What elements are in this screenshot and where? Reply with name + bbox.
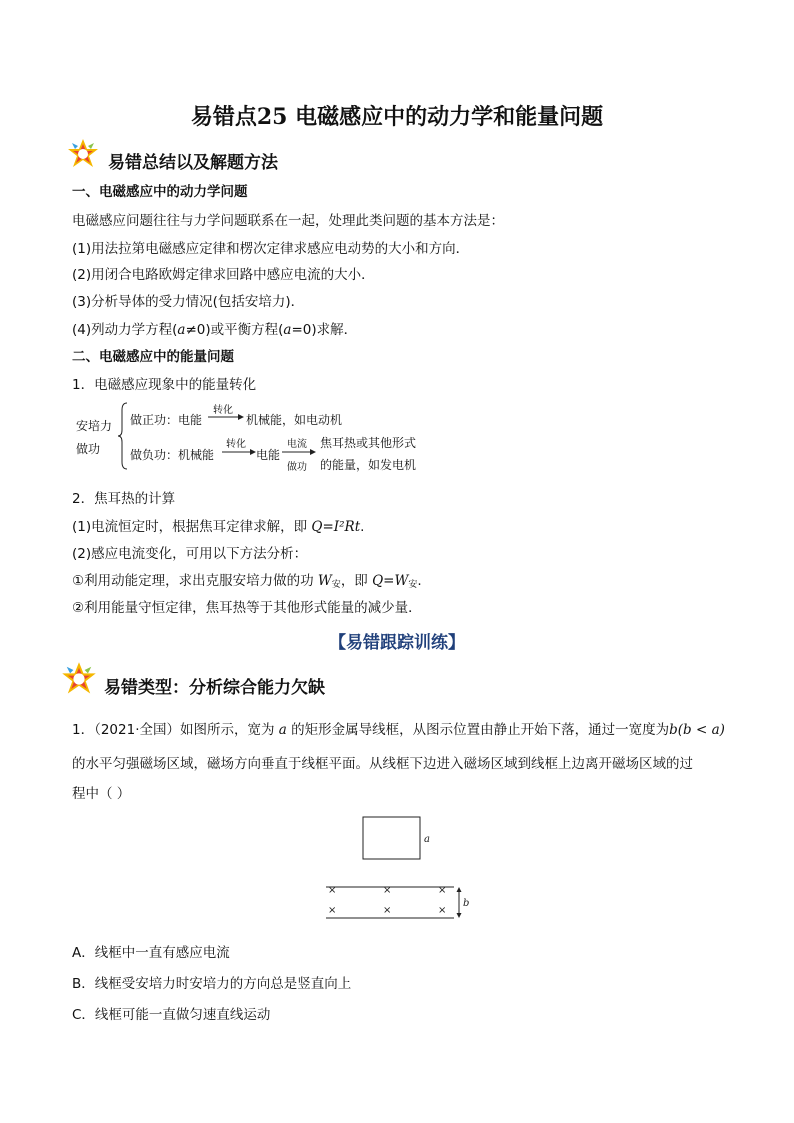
cross-mark: × [438,905,447,916]
cross-mark: × [328,885,337,896]
arrow-label: 电流 [287,439,307,450]
label-a: a [424,834,430,845]
list-item: (3)分析导体的受力情况(包括安培力)． [72,294,305,310]
cross-mark: × [438,885,447,896]
paragraph: ①利用动能定理，求出克服安培力做的功 $W_安$，即 $Q=W_安$. [72,573,422,590]
cross-mark: × [383,905,392,916]
cross-mark: × [328,905,337,916]
arrow-label: 转化 [213,405,233,416]
page-title: 易错点25 电磁感应中的动力学和能量问题 [190,104,604,130]
star-badge-icon [60,660,98,698]
paragraph: (1)电流恒定时，根据焦耳定律求解，即 Q=I²Rt. [72,519,365,535]
cross-mark: × [383,885,392,896]
label-b: b [463,898,470,909]
star-badge-icon [66,137,100,171]
arrow-icon [222,448,256,456]
question-text: 程中（ ） [72,786,131,802]
option-b: B．线框受安培力时安培力的方向总是竖直向上 [72,976,352,992]
question-figure [320,812,480,927]
option-a: A．线框中一直有感应电流 [72,945,230,961]
sub-heading: 1．电磁感应现象中的能量转化 [72,377,257,393]
diagram-text: 电能 [256,448,281,462]
training-title: 【易错跟踪训练】 [329,633,465,653]
list-item: (1)用法拉第电磁感应定律和楞次定律求感应电动势的大小和方向． [72,241,470,257]
diagram-text: 焦耳热或其他形式 [320,436,417,450]
arrow-label: 转化 [226,439,246,450]
diagram-text: 做负功：机械能 [130,448,215,462]
section-title: 易错总结以及解题方法 [108,153,278,173]
option-c: C．线框可能一直做匀速直线运动 [72,1007,271,1023]
question-text: 的水平匀强磁场区域，磁场方向垂直于线框平面。从线框下边进入磁场区域到线框上边离开磁场区域的过 [72,756,693,772]
arrow-icon [282,448,316,456]
paragraph: ②利用能量守恒定律，焦耳热等于其他形式能量的减少量． [72,600,422,616]
heading: 二、电磁感应中的能量问题 [72,349,234,365]
diagram-text: 机械能，如电动机 [246,413,343,427]
arrow-icon [208,413,244,421]
brace-icon [118,402,128,470]
wire-frame [363,817,420,859]
paragraph: (2)感应电流变化，可用以下方法分析： [72,546,308,562]
diagram-label: 做功 [76,442,101,456]
diagram-text: 的能量，如发电机 [320,458,417,472]
sub-heading: 2．焦耳热的计算 [72,491,176,507]
list-item: (4)列动力学方程(a≠0)或平衡方程(a=0)求解． [72,322,358,338]
diagram-text: 做正功：电能 [130,413,203,427]
arrow-label: 做功 [287,462,307,473]
list-item: (2)用闭合电路欧姆定律求回路中感应电流的大小． [72,267,375,283]
question-text: 1．（2021·全国）如图所示，宽为 a 的矩形金属导线框，从图示位置由静止开始下落，通过一宽度为b(b < a) [72,722,725,738]
diagram-label: 安培力 [76,419,113,433]
paragraph: 电磁感应问题往往与力学问题联系在一起，处理此类问题的基本方法是： [72,213,504,229]
heading: 一、电磁感应中的动力学问题 [72,184,248,200]
section-title: 易错类型：分析综合能力欠缺 [104,678,325,698]
